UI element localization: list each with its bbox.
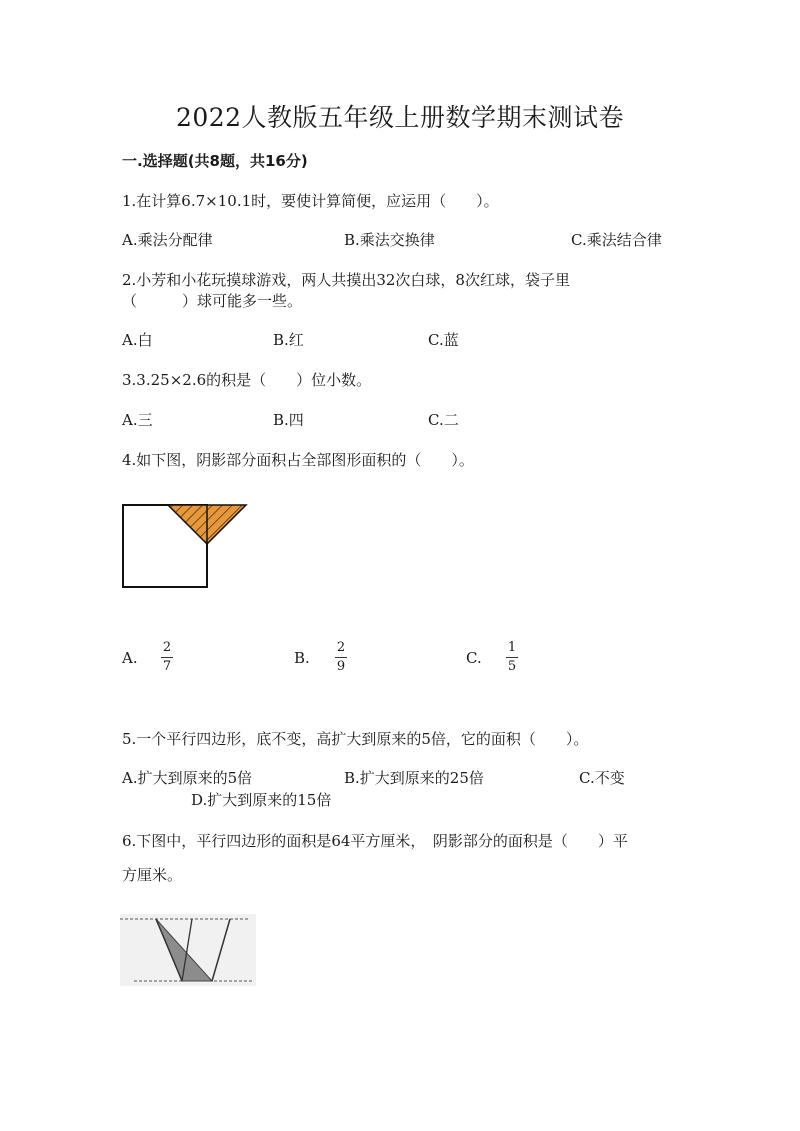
fraction-denominator: 7	[162, 659, 172, 674]
fraction-numerator: 2	[162, 640, 172, 655]
question-4-option-b-fraction	[334, 641, 348, 674]
question-4-option-a-label: A.	[122, 649, 138, 667]
fraction-bar	[335, 657, 347, 658]
question-5-option-d: D.扩大到原来的15倍	[191, 791, 332, 809]
question-5-option-b: B.扩大到原来的25倍	[344, 769, 484, 787]
question-2-text-line1: 2.小芳和小花玩摸球游戏，两人共摸出32次白球，8次红球，袋子里	[122, 271, 570, 289]
question-1-option-b: B.乘法交换律	[344, 231, 435, 249]
question-4-figure	[118, 500, 250, 592]
question-4-option-a-fraction	[160, 641, 174, 674]
section-heading: 一.选择题(共8题，共16分)	[122, 152, 308, 170]
fraction-numerator: 1	[507, 640, 517, 655]
question-6-text-line2: 方厘米。	[122, 866, 183, 884]
question-2-option-a: A.白	[122, 331, 153, 349]
fraction-denominator: 9	[336, 659, 346, 674]
question-2-option-c: C.蓝	[428, 331, 459, 349]
question-4-option-c-label: C.	[466, 649, 482, 667]
fraction-numerator: 2	[336, 640, 346, 655]
question-1-option-c: C.乘法结合律	[571, 231, 662, 249]
question-2-text-line2: （ ）球可能多一些。	[122, 292, 303, 310]
question-1-text: 1.在计算6.7×10.1时，要使计算简便，应运用（ ）。	[122, 192, 499, 210]
page-title: 2022人教版五年级上册数学期末测试卷	[175, 103, 625, 132]
question-4-option-b-label: B.	[294, 649, 310, 667]
question-5-option-c: C.不变	[579, 769, 625, 787]
question-5-option-a: A.扩大到原来的5倍	[122, 769, 253, 787]
question-3-option-b: B.四	[273, 411, 304, 429]
question-4-option-c-fraction	[505, 641, 519, 674]
fraction-bar	[506, 657, 518, 658]
question-6-figure	[120, 914, 256, 986]
fraction-denominator: 5	[507, 659, 517, 674]
question-3-option-c: C.二	[428, 411, 459, 429]
question-3-option-a: A.三	[122, 411, 153, 429]
fraction-bar	[161, 657, 173, 658]
question-4-text: 4.如下图，阴影部分面积占全部图形面积的（ ）。	[122, 451, 474, 469]
question-6-text-line1: 6.下图中，平行四边形的面积是64平方厘米， 阴影部分的面积是（ ）平	[122, 832, 628, 850]
question-1-option-a: A.乘法分配律	[122, 231, 213, 249]
question-3-text: 3.3.25×2.6的积是（ ）位小数。	[122, 371, 372, 389]
question-5-text: 5.一个平行四边形，底不变，高扩大到原来的5倍，它的面积（ ）。	[122, 730, 589, 748]
question-2-option-b: B.红	[273, 331, 304, 349]
